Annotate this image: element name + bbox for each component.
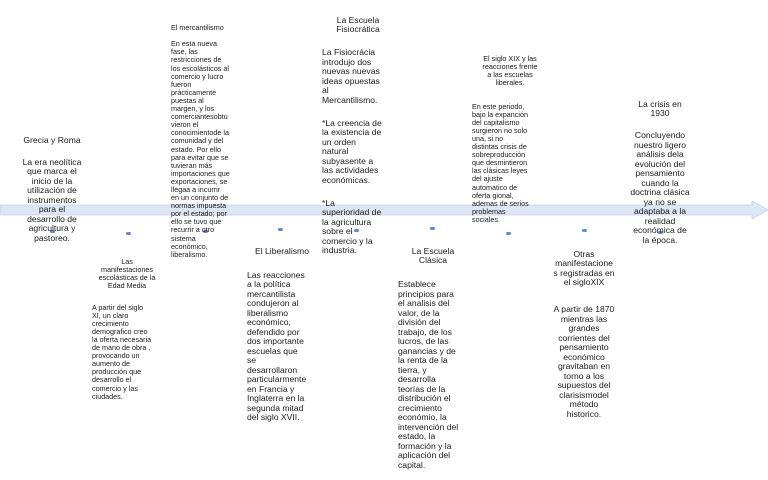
event-title: La crisis en 1930	[638, 98, 682, 118]
event-title: El mercantilismo	[171, 23, 224, 33]
event-title: Otras manifestacione s registradas en el sigloXIX	[553, 248, 615, 287]
timeline-marker	[582, 229, 587, 232]
event-siglo-xix	[472, 47, 548, 232]
event-description: Las reacciones a la política mercantilista condujeron al liberalismo económico, defendido por dos importante escuelas que se desarrollaron particularmente en Francia y Inglaterra en la segunda mitad del siglo XVII.	[247, 269, 307, 422]
event-grecia-roma	[14, 126, 90, 253]
timeline-marker	[506, 232, 511, 235]
event-crisis-1930	[622, 90, 698, 255]
event-title: Grecia y Roma	[23, 134, 81, 145]
event-title: El siglo XIX y las reacciones frente a las escuelas liberales.	[482, 54, 538, 88]
event-description: En esta nueva fase, las restricciones de los escolásticos al comercio y lucro fueron prácticamente puestas al margen, y los comerciantesobtu vieron el conocimientode la comunidad y del estado. Por ello para evitar que se tuvieran más importaciones que exportaciones, se llegaa a incurrir en un conjunto de normas impuesta por el estado; por ello se tuvo que recurrir a otro sistema económico, liberalismo.	[171, 39, 230, 259]
event-escuela-fisiocratica	[322, 6, 394, 265]
event-description: A partir de 1870 mientras las grandes corrientes del pensamiento económico gravitaban en torno a los supuestos del clarisismodel método historico.	[553, 304, 615, 419]
event-description: Establece principios para el analisis del valor, de la división del trabajo, de los lucros, de las ganancias y de la renta de la tierra, y desarrolla teorías de la distribución el crecimiento económio, la intervención del estado, la formación y la aplicación del capital.	[398, 279, 459, 470]
event-mercantilismo	[171, 16, 243, 267]
timeline-marker	[278, 228, 283, 231]
event-title: La Escuela Fisiocrática	[336, 14, 380, 34]
timeline-marker	[126, 232, 131, 235]
event-title: Las manifestaciones escolásticas de la Edad Media	[98, 257, 156, 291]
event-description: En este periodo, bajo la expanción del capitalismo surgieron no solo una, si no distintas crisis de sobreproducción que desmintieron las clásicas leyes del ajuste automatico de oferta gional, ademas de serios problemas sociales.	[472, 101, 529, 224]
timeline-marker	[430, 227, 435, 230]
event-otras-manifestaciones	[546, 240, 622, 429]
event-escuela-clasica	[398, 237, 468, 480]
event-description: La era neolítica que marca el inicio de la utilización de instrumentos para el desarrollo de agricultura y pastoreo.	[22, 156, 82, 243]
event-title: La Escuela Clásica	[411, 245, 455, 265]
event-description-point: *La superioridad de la agricultura sobre el comercio y la industria.	[322, 197, 382, 255]
event-description: A partir del siglo XI, un claro crecimiento demografico creo la oferta necesaria de mano de obra , provocando un aumento de producción que desarrollo el comercio y las ciudades.	[92, 302, 152, 401]
event-liberalismo	[247, 237, 317, 432]
event-edad-media	[92, 250, 162, 409]
event-description: La Fisiocrácia introdujo dos nuevas nuevas ideas opuestas al Mercantilismo.	[322, 47, 380, 105]
event-description-point: *La creencia de la existencia de un orden natural subyasente a las actividades económicas.	[322, 117, 382, 185]
event-title: El Liberalismo	[255, 245, 309, 256]
event-description: Concluyendo nuestro ligero análisis dela evolución del pensamiento cuando la doctrina clásica ya no se adaptaba a la realidad económica de la época.	[630, 130, 690, 245]
